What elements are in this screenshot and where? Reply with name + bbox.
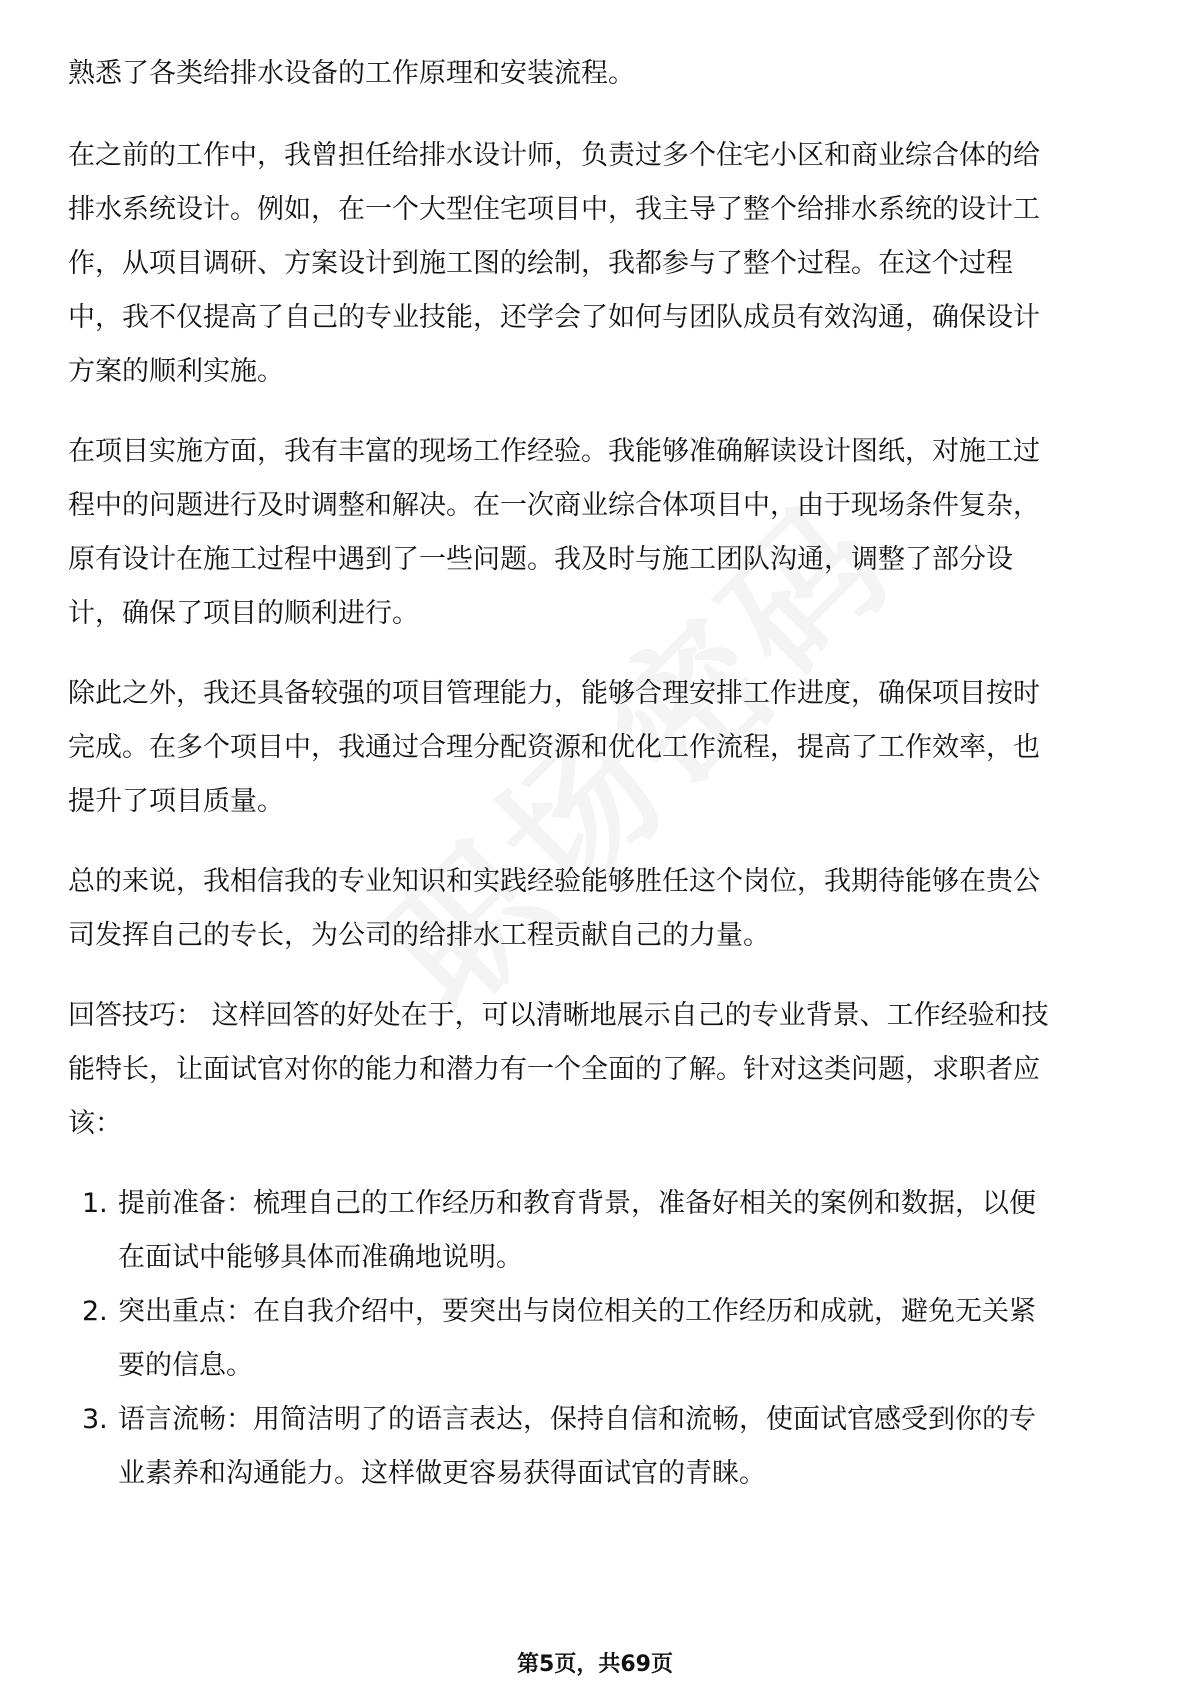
paragraph-line: 在项目实施方面，我有丰富的现场工作经验。我能够准确解读设计图纸，对施工过 bbox=[68, 436, 1040, 467]
paragraph-line: 排水系统设计。例如，在一个大型住宅项目中，我主导了整个给排水系统的设计工 bbox=[68, 194, 1040, 225]
paragraph-line: 提升了项目质量。 bbox=[68, 786, 284, 817]
paragraph-line: 作，从项目调研、方案设计到施工图的绘制，我都参与了整个过程。在这个过程 bbox=[68, 248, 1013, 279]
paragraph-line: 中，我不仅提高了自己的专业技能，还学会了如何与团队成员有效沟通，确保设计 bbox=[68, 302, 1040, 333]
page-number-footer: 第5页，共69页 bbox=[517, 1652, 673, 1677]
paragraph-line: 该： bbox=[68, 1108, 122, 1139]
list-item-line: 要的信息。 bbox=[118, 1350, 253, 1381]
list-item-line: 语言流畅：用简洁明了的语言表达，保持自信和流畅，使面试官感受到你的专 bbox=[118, 1404, 1036, 1435]
paragraph-line: 除此之外，我还具备较强的项目管理能力，能够合理安排工作进度，确保项目按时 bbox=[68, 678, 1040, 709]
paragraph-line: 方案的顺利实施。 bbox=[68, 356, 284, 387]
list-item-number: 2. bbox=[82, 1296, 108, 1327]
list-item-line: 突出重点：在自我介绍中，要突出与岗位相关的工作经历和成就，避免无关紧 bbox=[118, 1296, 1036, 1327]
list-item-number: 3. bbox=[82, 1404, 108, 1435]
list-item-line: 业素养和沟通能力。这样做更容易获得面试官的青睐。 bbox=[118, 1458, 766, 1489]
paragraph-line: 原有设计在施工过程中遇到了一些问题。我及时与施工团队沟通，调整了部分设 bbox=[68, 544, 1013, 575]
paragraph-line: 程中的问题进行及时调整和解决。在一次商业综合体项目中，由于现场条件复杂， bbox=[68, 490, 1040, 521]
list-item-line: 在面试中能够具体而准确地说明。 bbox=[118, 1242, 523, 1273]
paragraph-line: 在之前的工作中，我曾担任给排水设计师，负责过多个住宅小区和商业综合体的给 bbox=[68, 140, 1040, 171]
paragraph-line: 计，确保了项目的顺利进行。 bbox=[68, 598, 419, 629]
list-item-line: 提前准备：梳理自己的工作经历和教育背景，准备好相关的案例和数据，以便 bbox=[118, 1188, 1036, 1219]
paragraph-line: 能特长，让面试官对你的能力和潜力有一个全面的了解。针对这类问题，求职者应 bbox=[68, 1054, 1040, 1085]
paragraph-line: 熟悉了各类给排水设备的工作原理和安装流程。 bbox=[68, 58, 635, 89]
paragraph-line: 总的来说，我相信我的专业知识和实践经验能够胜任这个岗位，我期待能够在贵公 bbox=[68, 866, 1040, 897]
paragraph-line: 回答技巧： 这样回答的好处在于，可以清晰地展示自己的专业背景、工作经验和技 bbox=[68, 1000, 1049, 1031]
paragraph-line: 司发挥自己的专长，为公司的给排水工程贡献自己的力量。 bbox=[68, 920, 770, 951]
paragraph-line: 完成。在多个项目中，我通过合理分配资源和优化工作流程，提高了工作效率，也 bbox=[68, 732, 1040, 763]
list-item-number: 1. bbox=[82, 1188, 108, 1219]
